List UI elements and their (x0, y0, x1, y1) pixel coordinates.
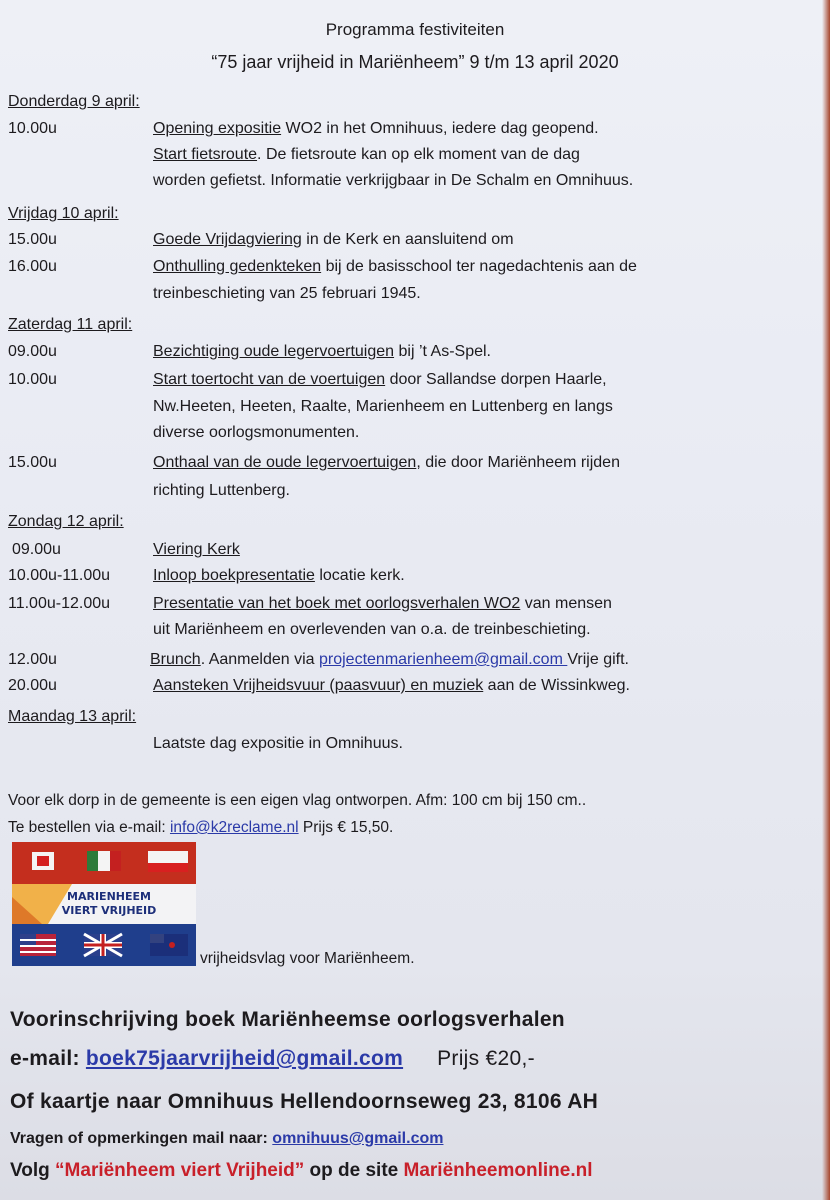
event-time: 20.00u (8, 677, 57, 694)
follow-site-link[interactable]: Mariënheemonline.nl (403, 1160, 593, 1181)
flag-order-line (8, 819, 393, 837)
event-title: Opening expositie (153, 120, 282, 137)
event-line: worden gefietst. Informatie verkrijgbaar in De Schalm en Omnihuus. (153, 172, 634, 189)
day-heading-sunday: Zondag 12 april: (8, 513, 124, 530)
follow-name: “Mariënheem viert Vrijheid” (55, 1160, 305, 1181)
follow-line (10, 1160, 592, 1182)
book-price: Prijs €20,- (437, 1047, 535, 1070)
event-line: richting Luttenberg. (153, 482, 290, 499)
event-detail: Vrije gift. (567, 651, 629, 668)
questions-email-link[interactable]: omnihuus@gmail.com (272, 1130, 444, 1147)
event-title: Aansteken Vrijheidsvuur (paasvuur) en muziek (153, 677, 484, 694)
book-email-line (10, 1047, 535, 1071)
book-email-link[interactable]: boek75jaarvrijheid@gmail.com (85, 1047, 404, 1070)
event-title: Onthulling gedenkteken (153, 258, 322, 275)
event-line: Laatste dag expositie in Omnihuus. (153, 735, 403, 752)
event-detail: aan de Wissinkweg. (483, 677, 630, 694)
event-time: 12.00u (8, 651, 57, 668)
card-address-line: Of kaartje naar Omnihuus Hellendoornseweg 23, 8106 AH (10, 1090, 599, 1113)
event-title: Start fietsroute (153, 146, 258, 163)
event-detail: . Aanmelden via (200, 651, 319, 668)
flag-caption: vrijheidsvlag voor Mariënheem. (200, 950, 415, 967)
questions-line (10, 1130, 443, 1148)
page-subtitle: “75 jaar vrijheid in Mariënheem” 9 t/m 13 april 2020 (211, 52, 619, 72)
day-heading-thursday: Donderdag 9 april: (8, 93, 140, 110)
event-detail: WO2 in het Omnihuus, iedere dag geopend. (281, 120, 599, 137)
event-time: 15.00u (8, 231, 57, 248)
event-detail: . De fietsroute kan op elk moment van de dag (257, 146, 580, 163)
event-line (153, 146, 580, 164)
event-title: Start toertocht van de voertuigen (153, 371, 386, 388)
book-email-label: e-mail: (10, 1047, 86, 1070)
event-line: treinbeschieting van 25 februari 1945. (153, 285, 421, 302)
event-detail: bij de basisschool ter nagedachtenis aan de (321, 258, 637, 275)
event-line (153, 567, 405, 585)
event-title: Bezichtiging oude legervoertuigen (153, 343, 395, 360)
event-line (153, 343, 491, 361)
flag-text-line1: MARIENHEEM (67, 890, 151, 903)
event-detail: van mensen (520, 595, 612, 612)
event-time: 09.00u (8, 343, 57, 360)
flag-order-email-link[interactable]: info@k2reclame.nl (169, 819, 299, 836)
event-title: Onthaal van de oude legervoertuigen (153, 454, 417, 471)
event-time: 10.00u (8, 120, 57, 137)
event-time: 11.00u-12.00u (8, 595, 111, 612)
event-title: Viering Kerk (153, 541, 240, 558)
event-time: 16.00u (8, 258, 57, 275)
freedom-flag-image (12, 842, 196, 966)
follow-mid: op de site (304, 1160, 404, 1181)
event-title: Presentatie van het boek met oorlogsverhalen WO2 (153, 595, 521, 612)
event-title: Brunch (150, 651, 201, 668)
event-line: Nw.Heeten, Heeten, Raalte, Marienheem en Luttenberg en langs (153, 398, 613, 415)
event-line (153, 371, 607, 389)
day-heading-monday: Maandag 13 april: (8, 708, 137, 725)
event-detail: door Sallandse dorpen Haarle, (385, 371, 607, 388)
event-line (153, 541, 240, 559)
flag-order-label: Te bestellen via e-mail: (8, 819, 170, 836)
event-detail: bij ’t As-Spel. (394, 343, 491, 360)
event-time: 10.00u-11.00u (8, 567, 111, 584)
flag-price: Prijs € 15,50. (298, 819, 394, 836)
flag-info-text: Voor elk dorp in de gemeente is een eigen vlag ontworpen. Afm: 100 cm bij 150 cm.. (8, 792, 587, 809)
brunch-email-link[interactable]: projectenmarienheem@gmail.com (319, 651, 568, 668)
event-line (153, 120, 599, 138)
questions-label: Vragen of opmerkingen mail naar: (10, 1130, 273, 1147)
event-line: diverse oorlogsmonumenten. (153, 424, 360, 441)
event-line (153, 595, 612, 613)
event-line (153, 258, 637, 276)
follow-prefix: Volg (10, 1160, 56, 1181)
event-line (153, 677, 630, 695)
book-preorder-heading: Voorinschrijving boek Mariënheemse oorlogsverhalen (10, 1008, 565, 1031)
event-line (153, 231, 514, 249)
event-title: Inloop boekpresentatie (153, 567, 315, 584)
event-detail: , die door Mariënheem rijden (416, 454, 620, 471)
event-time: 09.00u (12, 541, 61, 558)
event-time: 10.00u (8, 371, 57, 388)
event-detail: locatie kerk. (314, 567, 405, 584)
event-line: uit Mariënheem en overlevenden van o.a. de treinbeschieting. (153, 621, 591, 638)
day-heading-friday: Vrijdag 10 april: (8, 205, 119, 222)
event-line (153, 454, 620, 472)
page-title: Programma festiviteiten (325, 20, 505, 39)
background-edge (822, 0, 830, 1200)
event-time: 15.00u (8, 454, 57, 471)
day-heading-saturday: Zaterdag 11 april: (8, 316, 133, 333)
event-title: Goede Vrijdagviering (153, 231, 302, 248)
flag-text-line2: VIERT VRIJHEID (61, 904, 157, 917)
event-line (150, 651, 629, 669)
event-detail: in de Kerk en aansluitend om (301, 231, 514, 248)
